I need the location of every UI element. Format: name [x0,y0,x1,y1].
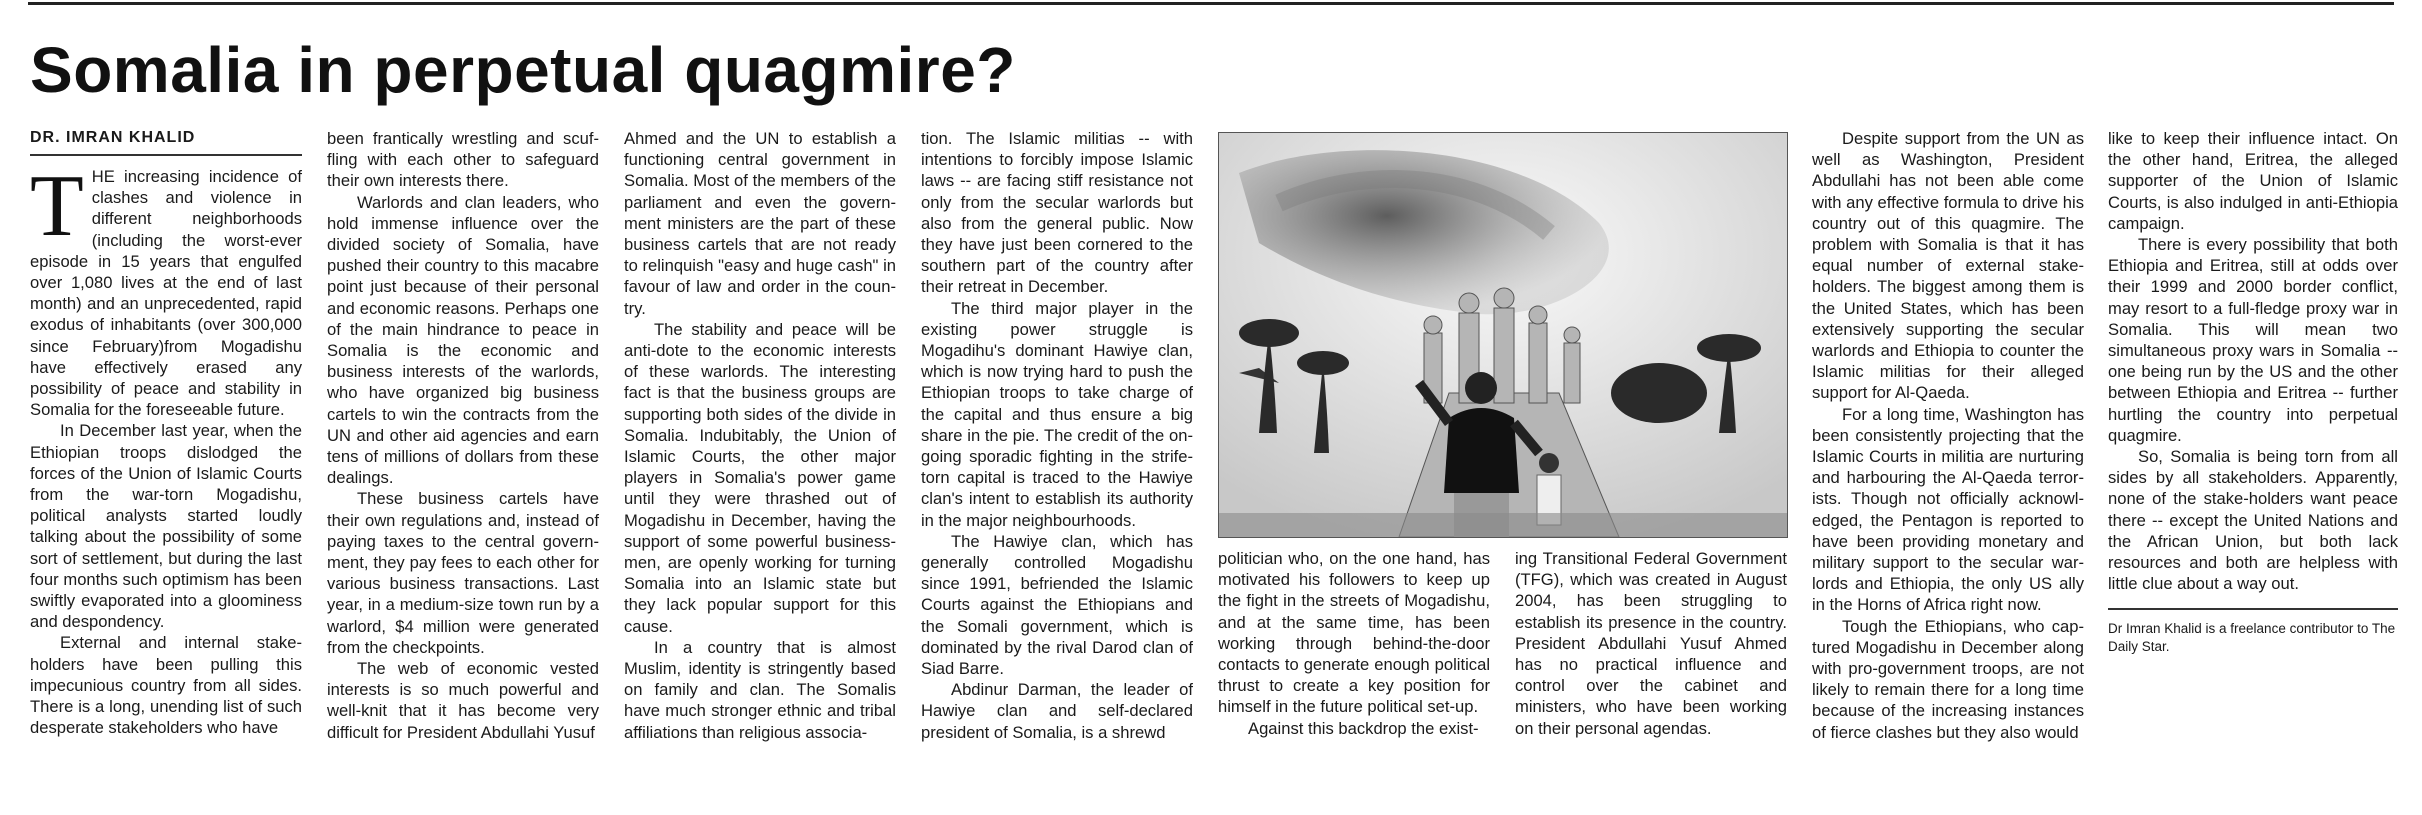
paragraph: In a country that is almost Muslim, identity is stringently based on family and clan. The Somalis have much stronger ethnic and tribal affiliations than religious associa- [624,637,896,742]
article-column-5 [1218,548,1490,739]
paragraph: So, Somalia is being torn from all sides by all stakeholders. Apparently, none of the stake-holders want peace there -- except the United Nations and the African Union, but both lack resources and both are helpless with little clue about a way out. [2108,447,2398,594]
paragraph: like to keep their influence intact. On the other hand, Eritrea, the alleged supporter of the Union of Islamic Courts, is also indulged in anti-Ethiopia campaign. [2108,129,2398,233]
paragraph: Despite support from the UN as well as Washington, President Abdullahi has not been able come with any effective formula to drive his country out of this quagmire. The problem with Somalia is that it has equal number of external stake-holders. The biggest among them is the United States, which has been extensively supporting the secular warlords and Ethiopia to counter the Islamic militias for their alleged support for Al-Qaeda. [1812,129,2084,403]
paragraph: These business cartels have their own regulations and, instead of paying taxes to the central govern-ment, they pay fees to each other for various business transactions. Last year, in a medium-size town run by a warlord, $4 million were generated from the checkpoints. [327,489,599,657]
paragraph: tion. The Islamic militias -- with intentions to forcibly impose Islamic laws -- are facing stiff resistance not only from the secular warlords but also from the general public. Now they have just been cornered to the southern part of the country after their retreat in December. [921,129,1193,297]
paragraph: There is every possibility that both Ethiopia and Eritrea, still at odds over their 1999 and 2000 border conflict, may resort to a full-fledge proxy war in Somalia. This will mean two simultaneous proxy wars in Somalia -- one being run by the US and the other between Ethiopia and Eritrea -- further hurtling the country into perpetual quagmire. [2108,235,2398,445]
article-column-8 [2108,128,2398,656]
paragraph: The web of economic vested interests is so much powerful and well-knit that it has become very difficult for President Abdullahi Yusuf [327,659,599,742]
paragraph: politician who, on the one hand, has motivated his followers to keep up the fight in the streets of Mogadishu, and at the same time, has been working through behind-the-door contacts to generate enough political thrust to create a key position for himself in the future political set-up. [1218,549,1490,717]
drop-cap: T [30,158,84,255]
article-column-3 [624,128,896,743]
top-rule [28,2,2394,5]
paragraph: Against this backdrop the exist- [1248,718,1479,738]
paragraph: For a long time, Washington has been consistently projecting that the Islamic Courts in militia are nurturing and harbouring the Al-Qaeda terror-ists. Though not officially acknowl-edged, the Pentagon is reported to have been providing monetary and military support to the secular war-lords and Ethiopia, the only US ally in the Horns of Africa right now. [1812,404,2084,615]
paragraph: The Hawiye clan, which has generally controlled Mogadishu since 1991, befriended the Islamic Courts against the Ethiopians and the Somali government, which is dominated by the rival Darod clan of Siad Barre. [921,531,1193,679]
paragraph: Abdinur Darman, the leader of Hawiye clan and self-declared president of Somalia, is a shrewd [921,680,1193,742]
paragraph: External and internal stake-holders have been pulling this impecunious country from all sides. There is a long, unending list of such desperate stakeholders who have [30,633,302,738]
article-column-4 [921,128,1193,743]
article-column-1 [30,128,302,738]
paragraph: been frantically wrestling and scuf-fling with each other to safeguard their own interests there. [327,129,599,191]
article-photo [1218,132,1788,538]
byline: DR. IMRAN KHALID [30,128,302,156]
headline: Somalia in perpetual quagmire? [30,34,1016,106]
paragraph: The stability and peace will be anti-dote to the economic interests of these warlords. The interesting fact is that the business groups are supporting both sides of the divide in Somalia. Indubitably, the Union of Islamic Courts, the other major players in Somalia's power game until they were thrashed out of Mogadishu in December, having the support of some powerful business-men, are openly working for turning Somalia into an Islamic state but they lack popular support for this cause. [624,319,896,636]
article-column-2 [327,128,599,743]
author-footnote: Dr Imran Khalid is a freelance contributor to The Daily Star. [2108,608,2398,656]
paragraph: Warlords and clan leaders, who hold immense influence over the divided society of Somalia, have pushed their country to this macabre point just because of their personal and economic reasons. Perhaps one of the main hindrance to peace in Somalia is the economic and business interests of the warlords, who have organized big business cartels to win the contracts from the UN and other aid agencies and earn tens of millions of dollars from these dealings. [327,192,599,488]
article-column-7 [1812,128,2084,743]
paragraph: Tough the Ethiopians, who cap-tured Mogadishu in December along with pro-government troops, are not likely to remain there for a long time because of the increasing instances of fierce clashes but they also would [1812,616,2084,742]
paragraph: THE increasing incidence of clashes and violence in different neighborhoods (including the worst-ever episode in 15 years that engulfed over 1,080 lives at the end of last month) and an unprecedented, rapid exodus of inhabitants (over 300,000 since February)from Mogadishu have effectively erased any possibility of peace and stability in Somalia for the foreseeable future. [30,158,302,420]
paragraph: ing Transitional Federal Government (TFG), which was created in August 2004, has been struggling to establish its presence in the country. President Abdullahi Yusuf Ahmed has no practical influence and control over the cabinet and ministers, who have been working on their personal agendas. [1515,549,1787,738]
photo-somalia-statue-icon [1219,133,1787,537]
paragraph: The third major player in the existing power struggle is Mogadihu's dominant Hawiye clan, which is now trying hard to push the Ethiopian troops to take charge of the capital and thus ensure a big share in the pie. The credit of the on-going sporadic fighting in the strife-torn capital is traced to the Hawiye clan's intent to establish its authority in the major neighbourhoods. [921,298,1193,530]
article-column-6 [1515,548,1787,739]
paragraph: Ahmed and the UN to establish a functioning central government in Somalia. Most of the members of the parliament and even the govern-ment ministers are the part of these business cartels that are not ready to relinquish "easy and huge cash" in favour of law and order in the coun-try. [624,129,896,318]
paragraph: In December last year, when the Ethiopian troops dislodged the forces of the Union of Islamic Courts from the war-torn Mogadishu, political analysts started loudly talking about the possibility of some sort of settlement, but during the last four months such optimism has been swiftly evaporated into a gloominess and despondency. [30,421,302,632]
